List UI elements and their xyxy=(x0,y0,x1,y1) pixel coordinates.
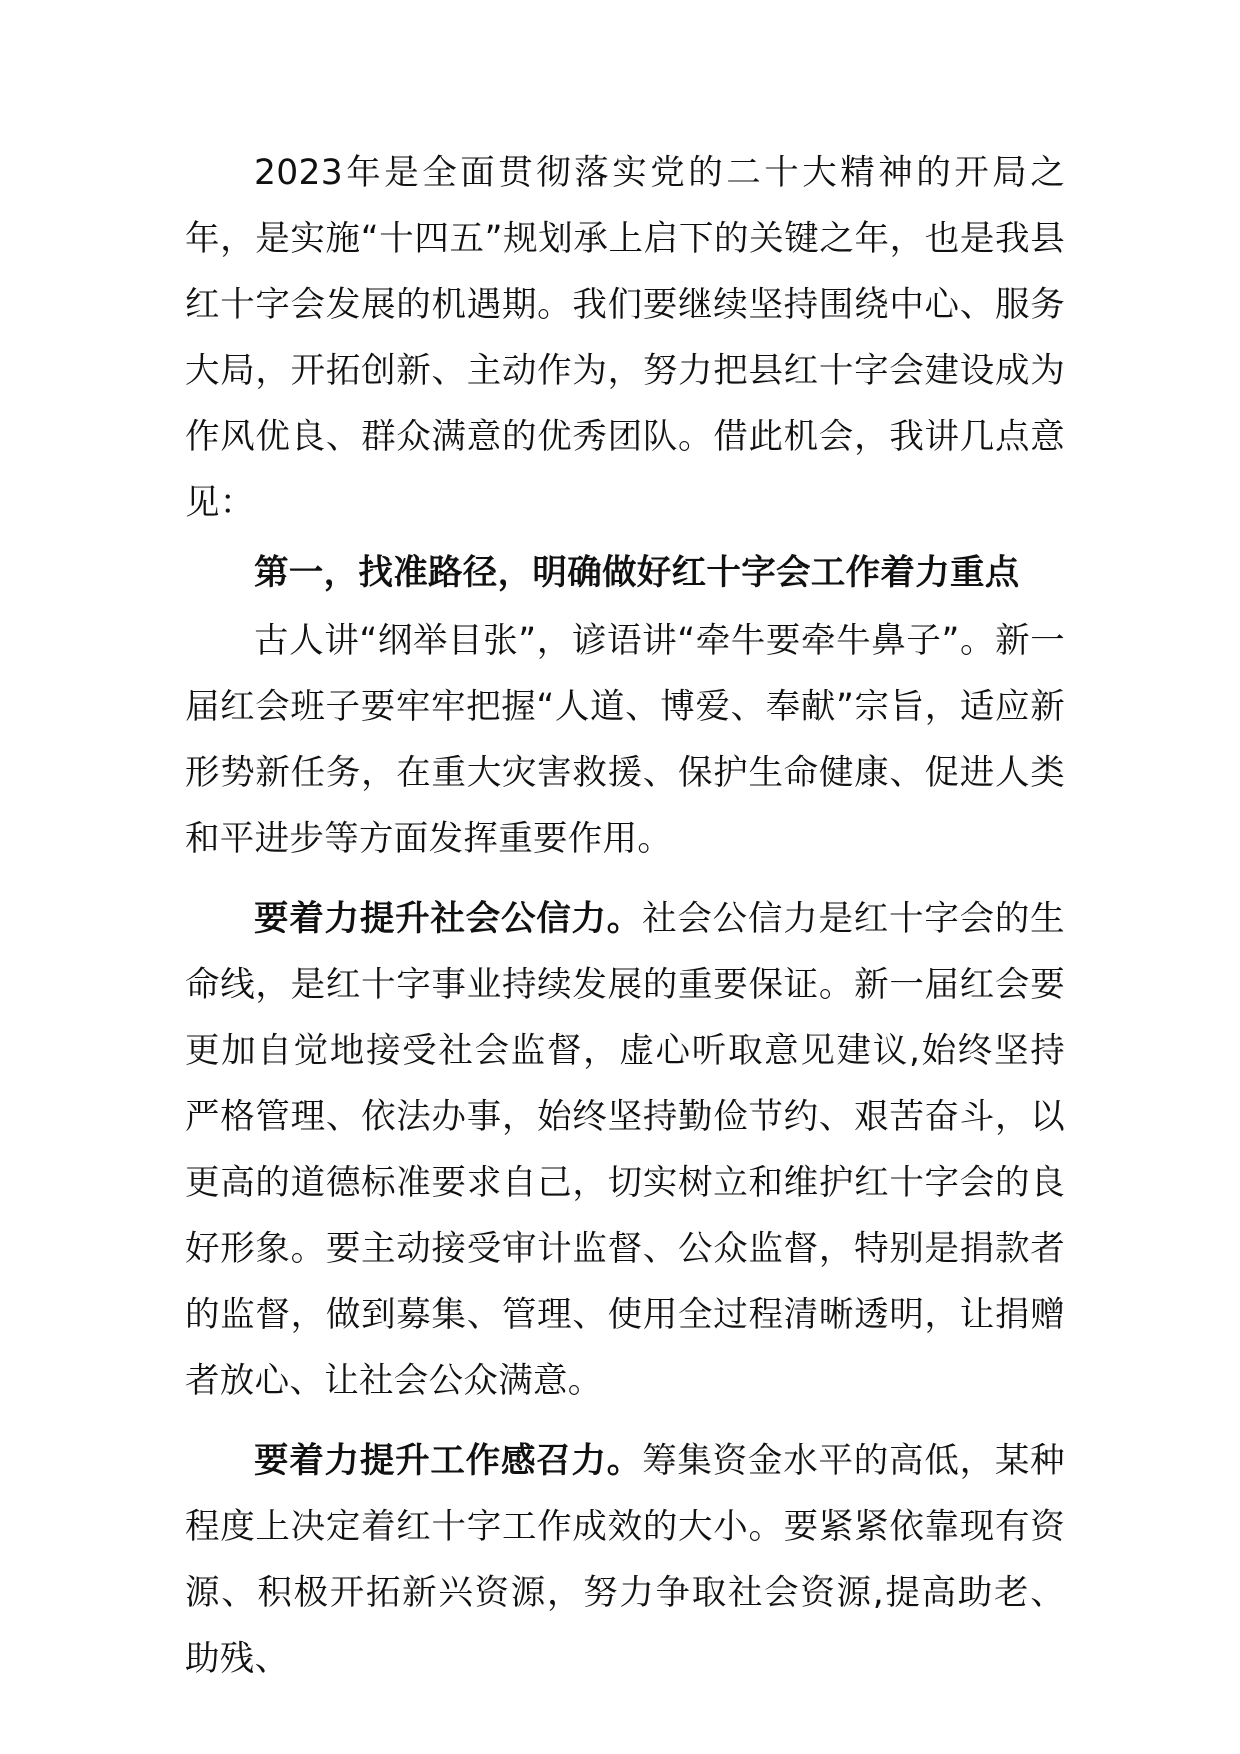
paragraph-body-credibility: 社会公信力是红十字会的生命线，是红十字事业持续发展的重要保证。新一届红会要更加自觉地接受社会监督，虚心听取意见建议,始终坚持严格管理、依法办事，始终坚持勤俭节约、艰苦奋斗，以更高的道德标准要求自己，切实树立和维护红十字会的良好形象。要主动接受审计监督、公众监督，特别是捐款者的监督，做到募集、管理、使用全过程清晰透明，让捐赠者放心、让社会公众满意。 xyxy=(185,899,1065,1401)
paragraph-body-appeal: 筹集资金水平的高低，某种程度上决定着红十字工作成效的大小。要紧紧依靠现有资源、积极开拓新兴资源，努力争取社会资源,提高助老、助残、 xyxy=(185,1441,1065,1679)
paragraph-lead-appeal: 要着力提升工作感召力。 xyxy=(254,1441,643,1481)
paragraph-intro: 2023年是全面贯彻落实党的二十大精神的开局之年，是实施“十四五”规划承上启下的关键之年，也是我县红十字会发展的机遇期。我们要继续坚持围绕中心、服务大局，开拓创新、主动作为，努力把县红十字会建设成为作风优良、群众满意的优秀团队。借此机会，我讲几点意见： xyxy=(185,153,1065,523)
document-body xyxy=(185,140,1065,1692)
paragraph-public-credibility xyxy=(185,886,1065,1414)
paragraph-work-appeal xyxy=(185,1428,1065,1692)
paragraph-lead-credibility: 要着力提升社会公信力。 xyxy=(254,899,643,939)
paragraph-gang-ju-mu-zhang: 古人讲“纲举目张”，谚语讲“牵牛要牵牛鼻子”。新一届红会班子要牢牢把握“人道、博爱、奉献”宗旨，适应新形势新任务，在重大灾害救援、保护生命健康、促进人类和平进步等方面发挥重要作用。 xyxy=(185,621,1065,859)
section-heading-1: 第一，找准路径，明确做好红十字会工作着力重点 xyxy=(254,553,1020,593)
